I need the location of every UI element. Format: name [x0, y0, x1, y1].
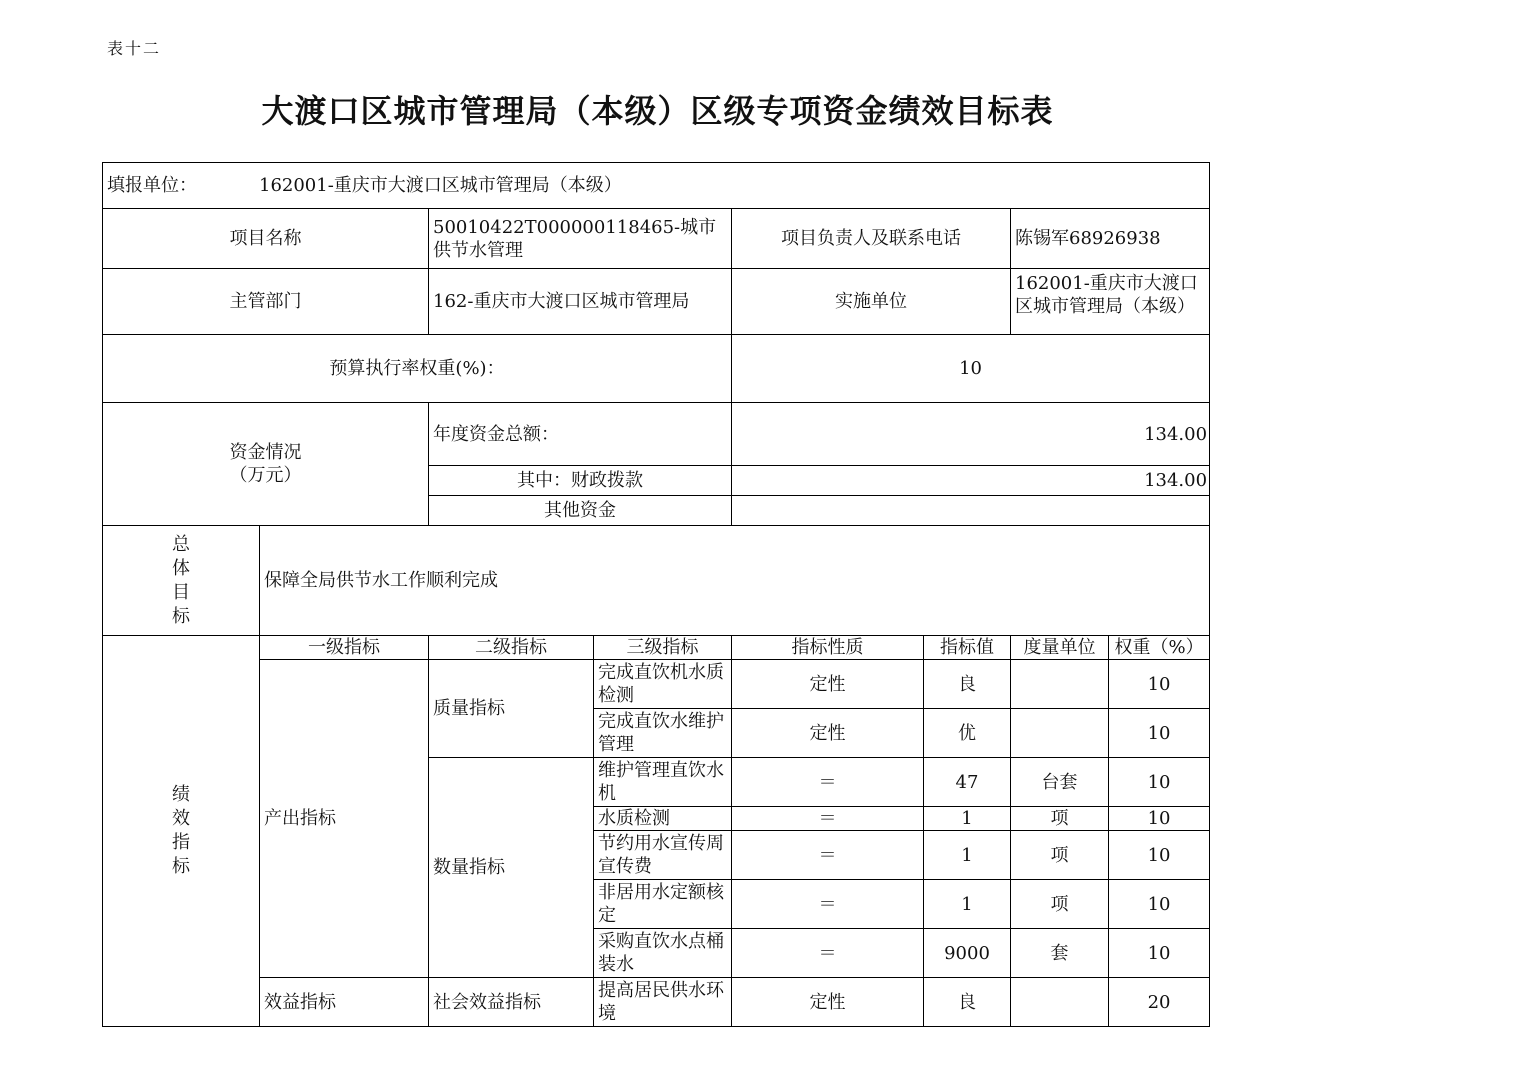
report-unit-value: 162001-重庆市大渡口区城市管理局（本级） — [259, 175, 622, 196]
funds-fiscal-label: 其中：财政拨款 — [429, 466, 732, 496]
department-row — [103, 269, 1210, 335]
overall-goal-label — [103, 526, 260, 636]
indicator-unit — [1011, 660, 1109, 709]
report-unit-row — [103, 163, 1210, 209]
indicator-weight: 10 — [1109, 709, 1210, 758]
indicator-header-row — [103, 636, 1210, 660]
funds-fiscal-value: 134.00 — [732, 466, 1210, 496]
indicator-unit — [1011, 709, 1109, 758]
indicator-weight: 10 — [1109, 807, 1210, 831]
indicator-value: 1 — [924, 880, 1011, 929]
indicator-weight: 20 — [1109, 978, 1210, 1027]
budget-weight-value: 10 — [732, 335, 1210, 403]
indicator-weight: 10 — [1109, 831, 1210, 880]
indicator-value: 良 — [924, 660, 1011, 709]
level1-benefit: 效益指标 — [260, 978, 429, 1027]
indicator-value: 良 — [924, 978, 1011, 1027]
indicator-nature: 定性 — [732, 660, 924, 709]
overall-goal-char: 总 — [172, 533, 190, 555]
funds-other-value — [732, 496, 1210, 526]
level2-quality: 质量指标 — [429, 660, 594, 758]
table-row — [103, 978, 1210, 1027]
overall-goal-value: 保障全局供节水工作顺利完成 — [260, 526, 1210, 636]
funds-label — [103, 403, 429, 526]
indicator-unit: 台套 — [1011, 758, 1109, 807]
indicator-name: 维护管理直饮水机 — [594, 758, 732, 807]
funds-label-line2: （万元） — [229, 465, 302, 486]
indicator-unit: 项 — [1011, 807, 1109, 831]
budget-weight-label: 预算执行率权重(%)： — [103, 335, 732, 403]
indicator-unit — [1011, 978, 1109, 1027]
indicator-nature: 定性 — [732, 709, 924, 758]
header-level3: 三级指标 — [594, 636, 732, 660]
project-name-label: 项目名称 — [103, 209, 429, 269]
indicator-nature: ＝ — [732, 929, 924, 978]
table-row — [103, 660, 1210, 709]
department-label: 主管部门 — [103, 269, 429, 335]
performance-char: 绩 — [172, 784, 190, 805]
indicator-unit: 项 — [1011, 831, 1109, 880]
indicator-name: 节约用水宣传周宣传费 — [594, 831, 732, 880]
indicator-value: 9000 — [924, 929, 1011, 978]
report-unit-cell — [103, 163, 1210, 209]
project-owner-value: 陈锡军68926938 — [1011, 209, 1210, 269]
header-value: 指标值 — [924, 636, 1011, 660]
header-level1: 一级指标 — [260, 636, 429, 660]
header-nature: 指标性质 — [732, 636, 924, 660]
funds-total-value: 134.00 — [732, 403, 1210, 466]
indicator-name: 采购直饮水点桶装水 — [594, 929, 732, 978]
indicator-weight: 10 — [1109, 758, 1210, 807]
performance-target-table — [102, 162, 1210, 1027]
indicator-nature: ＝ — [732, 831, 924, 880]
overall-goal-char: 目 — [172, 581, 190, 603]
project-name-value: 50010422T000000118465-城市供节水管理 — [429, 209, 732, 269]
level2-social: 社会效益指标 — [429, 978, 594, 1027]
performance-char: 效 — [172, 808, 190, 829]
implementing-unit-value: 162001-重庆市大渡口区城市管理局（本级） — [1011, 269, 1210, 335]
header-weight: 权重（%） — [1109, 636, 1210, 660]
performance-char: 指 — [172, 832, 190, 853]
overall-goal-char: 标 — [172, 605, 190, 627]
indicator-value: 优 — [924, 709, 1011, 758]
indicator-name: 完成直饮机水质检测 — [594, 660, 732, 709]
indicator-name: 水质检测 — [594, 807, 732, 831]
report-unit-label: 填报单位： — [107, 175, 197, 196]
performance-label — [103, 636, 260, 1027]
funds-total-label: 年度资金总额： — [429, 403, 732, 466]
indicator-value: 47 — [924, 758, 1011, 807]
funds-total-row — [103, 403, 1210, 466]
indicator-weight: 10 — [1109, 660, 1210, 709]
level1-output: 产出指标 — [260, 660, 429, 978]
header-level2: 二级指标 — [429, 636, 594, 660]
performance-char: 标 — [172, 856, 190, 877]
level2-quantity: 数量指标 — [429, 758, 594, 978]
overall-goal-row — [103, 526, 1210, 636]
indicator-name: 完成直饮水维护管理 — [594, 709, 732, 758]
indicator-nature: ＝ — [732, 880, 924, 929]
document-title: 大渡口区城市管理局（本级）区级专项资金绩效目标表 — [261, 92, 1054, 130]
project-owner-label: 项目负责人及联系电话 — [732, 209, 1011, 269]
indicator-unit: 套 — [1011, 929, 1109, 978]
header-unit: 度量单位 — [1011, 636, 1109, 660]
indicator-value: 1 — [924, 831, 1011, 880]
indicator-nature: 定性 — [732, 978, 924, 1027]
indicator-nature: ＝ — [732, 758, 924, 807]
funds-other-label: 其他资金 — [429, 496, 732, 526]
funds-label-line1: 资金情况 — [229, 442, 302, 463]
indicator-value: 1 — [924, 807, 1011, 831]
indicator-weight: 10 — [1109, 929, 1210, 978]
indicator-weight: 10 — [1109, 880, 1210, 929]
table-number: 表十二 — [107, 39, 162, 58]
overall-goal-char: 体 — [172, 557, 190, 579]
indicator-nature: ＝ — [732, 807, 924, 831]
project-name-row — [103, 209, 1210, 269]
implementing-unit-label: 实施单位 — [732, 269, 1011, 335]
department-value: 162-重庆市大渡口区城市管理局 — [429, 269, 732, 335]
budget-weight-row — [103, 335, 1210, 403]
indicator-unit: 项 — [1011, 880, 1109, 929]
indicator-name: 非居用水定额核定 — [594, 880, 732, 929]
indicator-name: 提高居民供水环境 — [594, 978, 732, 1027]
